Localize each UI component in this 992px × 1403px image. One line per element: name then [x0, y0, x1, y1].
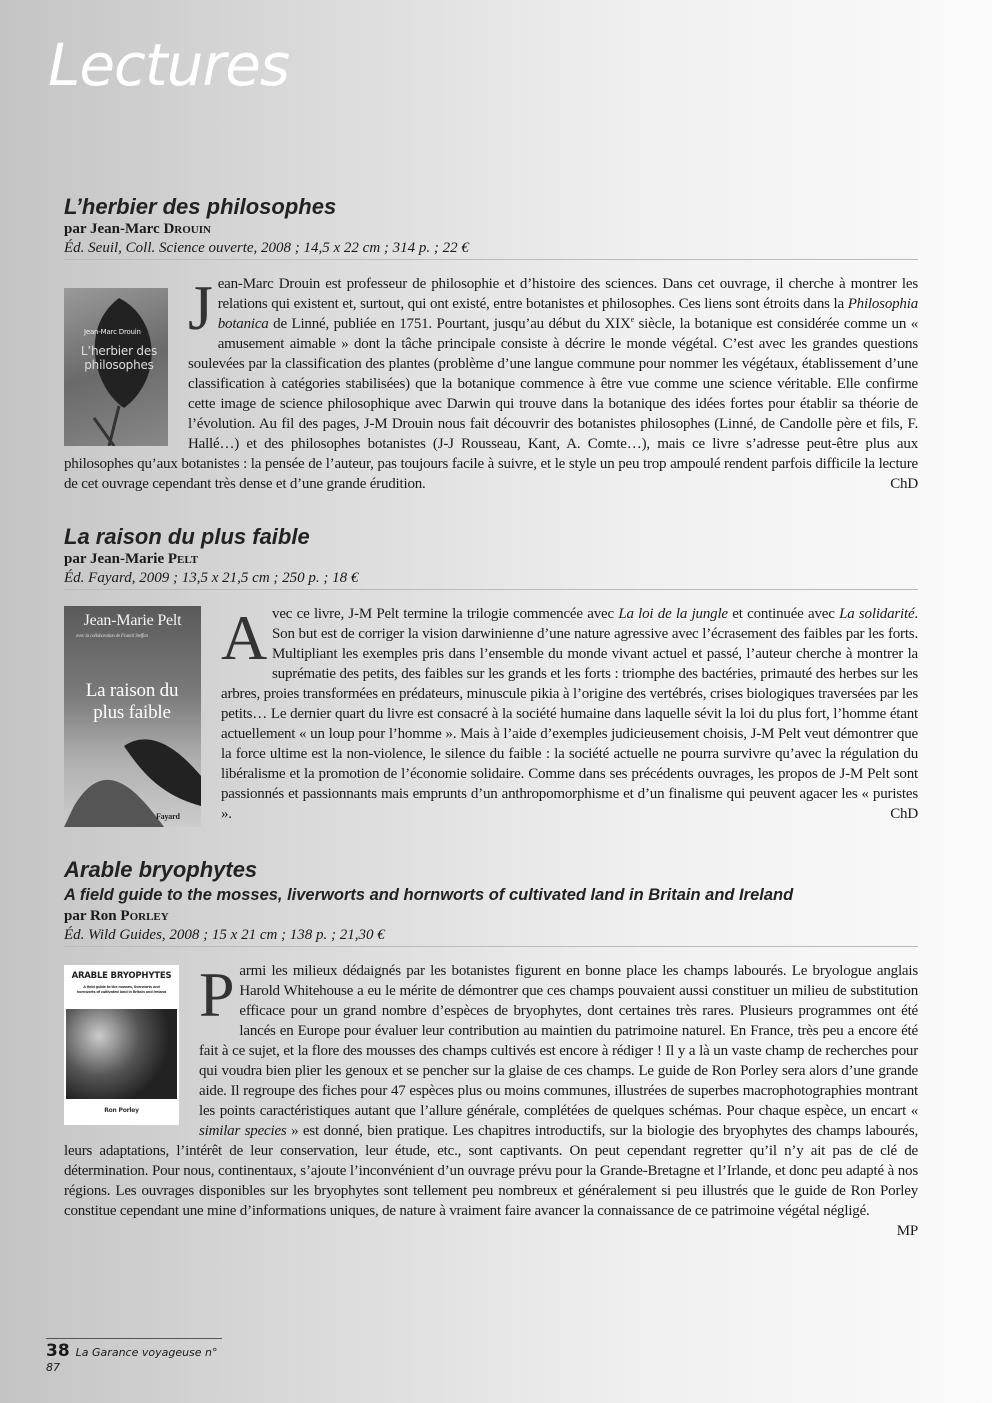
review-edition: Éd. Fayard, 2009 ; 13,5 x 21,5 cm ; 250 p. ; 18 €	[64, 569, 918, 590]
body-text: vec ce livre, J-M Pelt termine la trilogie commencée avec	[272, 606, 619, 622]
page-number: 38	[46, 1341, 70, 1361]
cover-subtitle: A field guide to the mosses, liverworts and hornworts of cultivated land in Britain and Ireland	[76, 985, 167, 994]
review-title: L’herbier des philosophes	[64, 194, 337, 219]
review-edition: Éd. Wild Guides, 2008 ; 15 x 21 cm ; 138 p. ; 21,30 €	[64, 926, 918, 947]
drop-cap: A	[221, 602, 268, 673]
review-bryophytes	[64, 857, 918, 1241]
body-italic: La solidarité	[839, 606, 915, 622]
cover-author: Ron Porley	[104, 1107, 139, 1114]
cover-publisher: Fayard	[156, 812, 180, 821]
review-body	[64, 604, 918, 827]
author-prefix: par Ron	[64, 908, 121, 924]
body-text: ean-Marc Drouin est professeur de philosophie et d’histoire des sciences. Dans cet ouvrage, il cherche à montrer les relations qui existent et, surtout, qui ont existé, entre botanistes et philosophes. Ces liens sont étroits dans la	[217, 276, 918, 312]
body-text: armi les milieux dédaignés par les botanistes figurent en bonne place les champs labourés. Le bryologue anglais Harold Whitehouse a eu le mérite de démontrer que ces champs pouvaient aussi constituer un milieu de substitution efficace pour un grand nombre d’espèces de bryophytes, dont certaines très rares. Plusieurs programmes ont été lancés en Europe pour évaluer leur contribution au maintien du patrimoine naturel. En France, très peu a encore été fait à ce sujet, et la flore des mousses des champs cultivés est encore à rédiger ! Il y a là un vaste champ de recherches pour qui voudra bien plier les genoux et se pencher sur la glaise de ces champs. Le guide de Ron Porley sera alors d’une grande aide. Il regroupe des fiches pour 47 espèces plus ou moins communes, illustrées de superbes macrophotographies montrant les points caractéristiques autant que l’allure générale, complétées de quelques schémas. Pour chaque espèce, un encart «	[199, 963, 918, 1119]
body-text: et continuée avec	[727, 606, 840, 622]
review-title: Arable bryophytes	[64, 857, 258, 882]
drop-cap: J	[188, 272, 213, 343]
author-surname: Drouin	[163, 221, 211, 237]
author-prefix: par Jean-Marc	[64, 221, 164, 237]
page-footer	[46, 1338, 222, 1394]
cover-title: L’herbier des philosophes	[80, 344, 158, 372]
book-cover-image	[64, 288, 168, 446]
cover-author: Jean-Marie Pelt	[83, 612, 182, 629]
book-cover-image	[64, 606, 201, 827]
section-title: Lectures	[48, 31, 290, 99]
review-author	[64, 907, 918, 926]
body-text: » est donné, bien pratique. Les chapitres introductifs, sur la biologie des bryophytes des champs labourés, leurs adaptations, l’intérêt de leur conservation, leur étude, etc., sont captivants. On peut cependant regretter qu’il n’y ait pas de clé de détermination. Pour nous, continentaux, s’ajoute l’inconvénient d’un ouvrage prévu pour la Grande-Bretagne et l’Irlande, et donc peu adapté à nos régions. Les ouvrages disponibles sur les bryophytes sont tellement peu nombreux et généralement si peu illustrés que le guide de Ron Porley constitue cependant une mine d’informations uniques, de nature à vraiment faire avancer la connaissance de ce patrimoine végétal négligé.	[64, 1123, 919, 1219]
review-body	[64, 961, 918, 1241]
author-prefix: par Jean-Marie	[64, 551, 168, 567]
body-italic: similar species	[199, 1123, 287, 1139]
review-raison	[64, 524, 918, 827]
review-edition: Éd. Seuil, Coll. Science ouverte, 2008 ; 14,5 x 22 cm ; 314 p. ; 22 €	[64, 239, 918, 260]
review-signature: MP	[896, 1223, 918, 1239]
body-text: de Linné, publiée en 1751. Pourtant, jusqu’au début du XIX	[268, 316, 631, 332]
author-surname: Porley	[120, 908, 169, 924]
review-herbier	[64, 194, 918, 494]
cover-title: ARABLE BRYOPHYTES	[71, 971, 172, 981]
cover-title: La raison du plus faible	[85, 680, 179, 723]
review-body	[64, 274, 918, 494]
moss-photo	[66, 1009, 177, 1099]
drop-cap: P	[199, 959, 235, 1030]
body-italic: Philosophia botanica	[217, 296, 918, 332]
journal-name: La Garance voyageuse n° 87	[46, 1346, 218, 1374]
author-surname: Pelt	[167, 551, 199, 567]
body-text: . Son but est de corriger la vision darwinienne d’une nature agressive avec l’écrasement des faibles par les forts. Multipliant les exemples pris dans l’ensemble du monde vivant actuel et passé, l’auteur cherche à montrer la suprématie des petits, des faibles sur les grands et les forts : triomphe des bactéries, primauté des herbes sur les arbres, proies transformées en prédateurs, minuscule pikia à l’origine des vertébrés, crises biologiques traversées par les petits… Le dernier quart du livre est consacré à la société humaine dans laquelle sévit la loi du plus fort, l’homme étant actuellement « un loup pour l’homme ». Mais à l’aide d’exemples judicieusement choisis, J-M Pelt veut démontrer que la force ultime est la non-violence, le silence du faible : la société actuelle ne pourra survivre qu’avec la régulation du libéralisme et la promotion de l’économie solidaire. Comme dans ses précédents ouvrages, les propos de J-M Pelt sont passionnés et passionnants mais emprunts d’un anthropomorphisme et d’un finalisme qui peuvent agacer les « puristes ».	[221, 606, 918, 822]
superscript: e	[630, 315, 634, 324]
review-signature: ChD	[890, 476, 918, 492]
review-author	[64, 550, 918, 569]
review-title: La raison du plus faible	[64, 524, 310, 549]
review-author	[64, 220, 918, 239]
cover-collab: avec la collaboration de Franck Steffan	[76, 634, 148, 639]
reviews-column	[64, 194, 918, 1338]
review-signature: ChD	[890, 806, 918, 822]
body-text: siècle, la botanique est considérée comme un « amusement aimable » dont la tâche principale consiste à décrire le monde végétal. C’est avec les grandes questions soulevées par la classification des plantes (problème d’une langue commune pour nommer les végétaux, établissement d’une classification à catégories stabilisées) que la botanique commence à être vue comme une science véritable. Elle confirme cette image de science philosophique avec Darwin qui trouve dans la botanique des idées fortes pour établir sa théorie de l’évolution. Au fil des pages, J-M Drouin nous fait découvrir des botanistes philosophes (Linné, de Candolle père et fils, F. Hallé…) et des philosophes botanistes (J-J Rousseau, Kant, A. Comte…), mais ce livre s’adresse peut-être plus aux philosophes qu’aux botanistes : la pensée de l’auteur, pas toujours facile à suivre, et le style un peu trop ampoulé rendent parfois difficile la lecture de cet ouvrage cependant très dense et d’une grande érudition.	[64, 316, 918, 492]
body-italic: La loi de la jungle	[618, 606, 728, 622]
book-cover-image	[64, 965, 179, 1125]
cover-author: Jean-Marc Drouin	[84, 328, 141, 336]
review-subtitle: A field guide to the mosses, liverworts and hornworts of cultivated land in Britain and Ireland	[64, 886, 794, 904]
